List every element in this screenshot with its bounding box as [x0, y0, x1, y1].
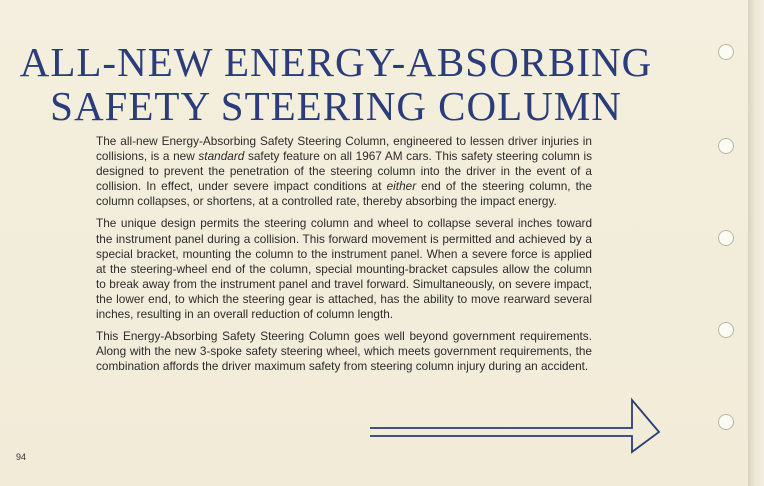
heading-line-1: ALL-NEW ENERGY-ABSORBING	[19, 39, 653, 85]
continue-arrow-icon	[370, 396, 662, 456]
binder-hole-2	[718, 138, 734, 154]
paragraph-1-emphasis-standard: standard	[198, 149, 245, 164]
paragraph-1-emphasis-either: either	[386, 179, 417, 194]
arrow-outline	[370, 400, 659, 452]
paragraph-3: This Energy-Absorbing Safety Steering Column goes well beyond government requirements. Along with the new 3-spoke safety steering wheel, which meets government requirements, the combination affords the driver maximum safety from steering column injury during an accident.	[96, 329, 592, 374]
binder-hole-5	[718, 414, 734, 430]
paragraph-1-part-a: The all-new Energy-Absorbing Safety Steering Column, engineered to lessen driver injuries in collisions, is a new	[96, 134, 592, 164]
page-number: 94	[16, 452, 27, 462]
body-text	[96, 134, 592, 381]
binder-hole-3	[718, 230, 734, 246]
paragraph-1-part-b: safety feature on all 1967 AM cars. This safety steering column is designed to prevent the penetration of the steering column into the driver in the event of a collision. In effect, under severe impact conditions at	[96, 149, 592, 194]
heading-line-2: SAFETY STEERING COLUMN	[50, 83, 622, 129]
paragraph-1	[96, 134, 592, 209]
binder-hole-1	[718, 44, 734, 60]
paragraph-2: The unique design permits the steering column and wheel to collapse several inches toward the instrument panel during a collision. This forward movement is permitted and achieved by a special bracket, mounting the column to the instrument panel. When a severe force is applied at the steering-wheel end of the column, special mounting-bracket capsules allow the column to break away from the instrument panel and travel forward. Simultaneously, on severe impact, the lower end, to which the steering gear is attached, has the ability to move rearward several inches, resulting in an overall reduction of column length.	[96, 216, 592, 322]
binder-hole-4	[718, 322, 734, 338]
paragraph-1-part-c: end of the steering column, the column collapses, or shortens, at a controlled rate, thereby absorbing the impact energy.	[96, 179, 592, 209]
page-edge	[748, 0, 764, 486]
